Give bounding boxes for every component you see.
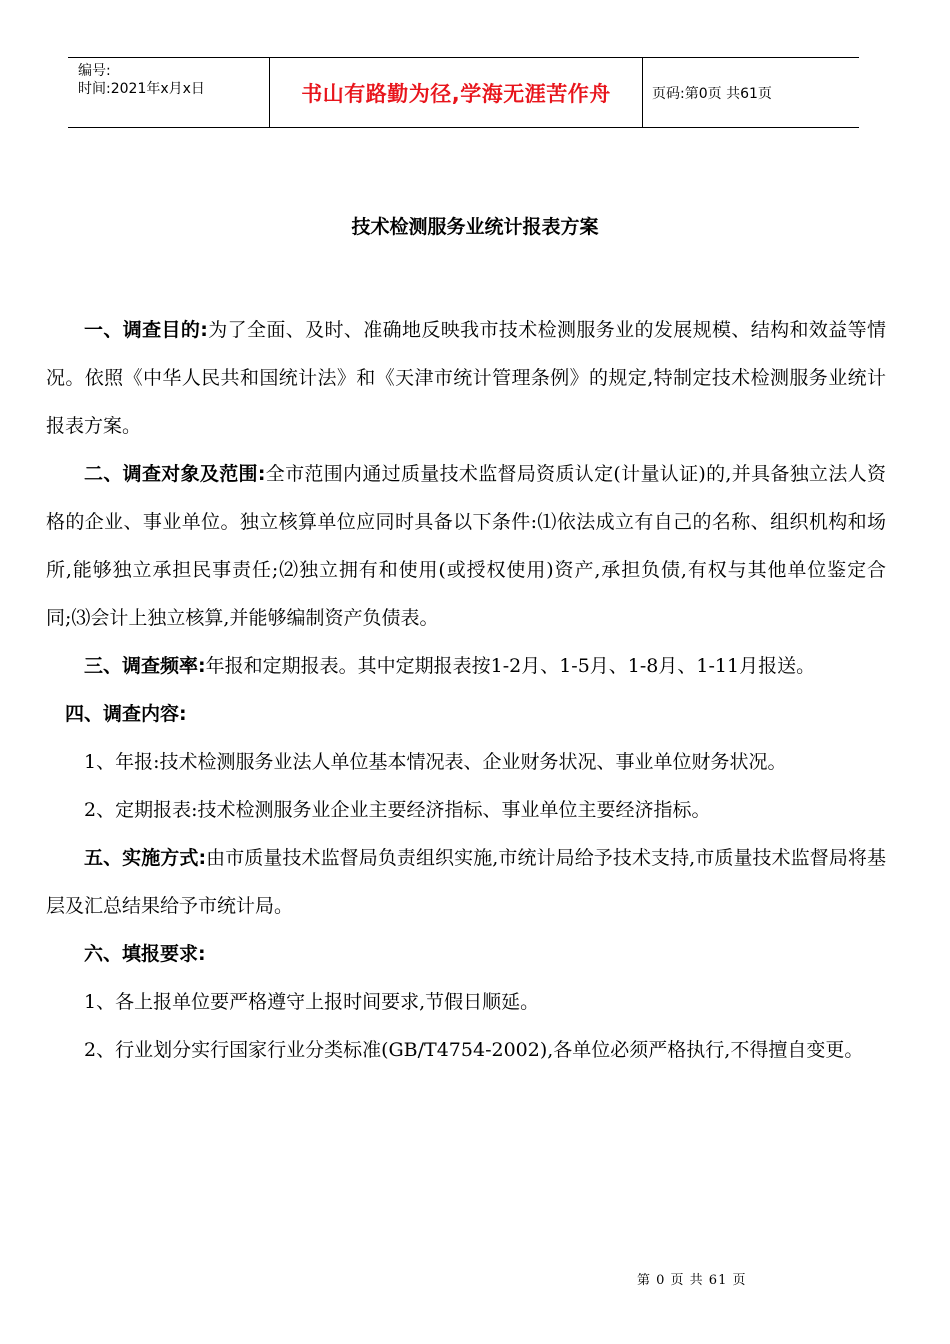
content-item-annual: 1、年报:技术检测服务业法人单位基本情况表、企业财务状况、事业单位财务状况。 [84, 751, 787, 773]
section-heading: 三、调查频率: [84, 655, 206, 677]
section-text: 全市范围内通过质量技术监督局资质认定(计量认证)的,并具备独立法人资格的企业、事业单位。独立核算单位应同时具备以下条件:⑴依法成立有自己的名称、组织机构和场所,能够独立承担民事责任;⑵独立拥有和使用(或授权使用)资产,承担负债,有权与其他单位鉴定合同;⑶会计上独立核算,并能够编制资产负债表。 [46, 463, 886, 629]
section-scope [46, 450, 886, 642]
page-footer: 第 0 页 共 61 页 [637, 1273, 747, 1288]
section-implementation [46, 834, 886, 930]
header-motto: 书山有路勤为径,学海无涯苦作舟 [301, 81, 611, 106]
section-heading: 二、调查对象及范围: [84, 463, 266, 485]
section-content-heading [46, 690, 886, 738]
content-item-periodic: 2、定期报表:技术检测服务业企业主要经济指标、事业单位主要经济指标。 [84, 799, 711, 821]
document-body [46, 306, 886, 1074]
section-heading: 六、填报要求: [84, 943, 206, 965]
section-text: 为了全面、及时、准确地反映我市技术检测服务业的发展规模、结构和效益等情况。依照《中华人民共和国统计法》和《天津市统计管理条例》的规定,特制定技术检测服务业统计报表方案。 [46, 319, 886, 437]
section-frequency [46, 642, 886, 690]
requirement-item-standard: 2、行业划分实行国家行业分类标准(GB/T4754-2002),各单位必须严格执行,不得擅自变更。 [84, 1039, 864, 1061]
requirement-item-deadline: 1、各上报单位要严格遵守上报时间要求,节假日顺延。 [84, 991, 540, 1013]
section-text: 年报和定期报表。其中定期报表按1-2月、1-5月、1-8月、1-11月报送。 [205, 655, 816, 677]
section-heading: 四、调查内容: [65, 703, 187, 725]
section-heading: 一、调查目的: [84, 319, 208, 341]
section-purpose [46, 306, 886, 450]
header-page-info: 页码:第0页 共61页 [652, 85, 772, 102]
header-meta [68, 58, 269, 127]
document-title: 技术检测服务业统计报表方案 [351, 216, 599, 238]
doc-number-label: 编号: [78, 63, 111, 79]
section-text: 由市质量技术监督局负责组织实施,市统计局给予技术支持,市质量技术监督局将基层及汇总结果给予市统计局。 [46, 847, 886, 917]
section-requirements-heading [46, 930, 886, 978]
page-header [68, 57, 859, 128]
time-label: 时间:2021年x月x日 [78, 81, 205, 97]
section-heading: 五、实施方式: [84, 847, 207, 869]
